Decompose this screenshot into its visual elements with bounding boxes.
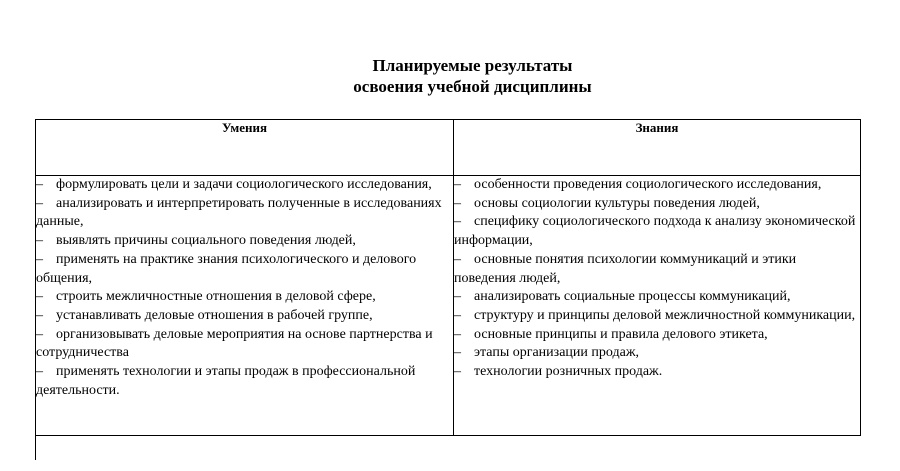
knowledge-item-text: основные принципы и правила делового этикета, [474,326,768,342]
skill-item-text: организовывать деловые мероприятия на основе партнерства и сотрудничества [36,326,433,361]
knowledge-header: Знания [454,120,861,176]
knowledge-item-text: этапы организации продаж, [474,345,639,361]
skill-item-text: применять на практике знания психологического и делового общения, [36,251,417,286]
skill-item-text: выявлять причины социального поведения людей, [56,233,356,249]
knowledge-item-text: анализировать социальные процессы коммуникаций, [474,289,791,305]
bullet-dash: – [454,326,461,342]
bullet-dash: – [454,307,461,323]
skill-item-text: анализировать и интерпретировать полученные в исследованиях данные, [36,195,442,230]
knowledge-item-text: основы социологии культуры поведения людей, [474,195,760,211]
bullet-dash: – [36,364,43,380]
knowledge-item [454,344,860,363]
bullet-dash: – [454,251,461,267]
skill-item-text: применять технологии и этапы продаж в профессиональной деятельности. [36,364,416,398]
table-body-row [36,176,861,436]
skills-list [36,176,453,400]
bullet-dash: – [36,326,43,342]
bullet-dash: – [36,177,43,192]
skill-item [36,251,453,288]
knowledge-item-text: специфику социологического подхода к анализу экономической информации, [454,214,856,249]
bullet-dash: – [454,195,461,211]
skill-item-text: формулировать цели и задачи социологического исследования, [56,177,432,192]
skill-item [36,176,453,195]
skill-item [36,232,453,251]
bullet-dash: – [454,345,461,361]
knowledge-item-text: технологии розничных продаж. [474,364,663,380]
skill-item [36,326,453,363]
bullet-dash: – [454,214,461,230]
skills-cell [36,176,454,436]
skills-header: Умения [36,120,454,176]
skill-item [36,363,453,400]
results-table [35,119,861,436]
knowledge-item-text: основные понятия психологии коммуникаций и этики поведения людей, [454,251,797,286]
table-header-row [36,120,861,176]
knowledge-item [454,326,860,345]
skill-item [36,288,453,307]
skill-item-text: устанавливать деловые отношения в рабочей группе, [56,307,373,323]
knowledge-item [454,288,860,307]
bullet-dash: – [454,364,461,380]
knowledge-cell [454,176,861,436]
knowledge-item [454,251,860,288]
bullet-dash: – [454,177,461,192]
knowledge-item-text: структуру и принципы деловой межличностной коммуникации, [474,307,856,323]
bullet-dash: – [36,251,43,267]
skill-item [36,307,453,326]
bullet-dash: – [36,195,43,211]
knowledge-item [454,195,860,214]
knowledge-item-text: особенности проведения социологического исследования, [474,177,822,192]
skill-item [36,195,453,232]
knowledge-item [454,307,860,326]
title-line-1: Планируемые результаты [372,56,573,75]
bullet-dash: – [36,233,43,249]
knowledge-item [454,363,860,382]
skill-item-text: строить межличностные отношения в деловой сфере, [56,289,376,305]
title-line-2: освоения учебной дисциплины [353,77,592,96]
bullet-dash: – [36,289,43,305]
bullet-dash: – [454,289,461,305]
knowledge-list [454,176,860,382]
page-border-line [35,436,36,460]
bullet-dash: – [36,307,43,323]
knowledge-item [454,213,860,250]
knowledge-item [454,176,860,195]
page-title [0,55,900,97]
